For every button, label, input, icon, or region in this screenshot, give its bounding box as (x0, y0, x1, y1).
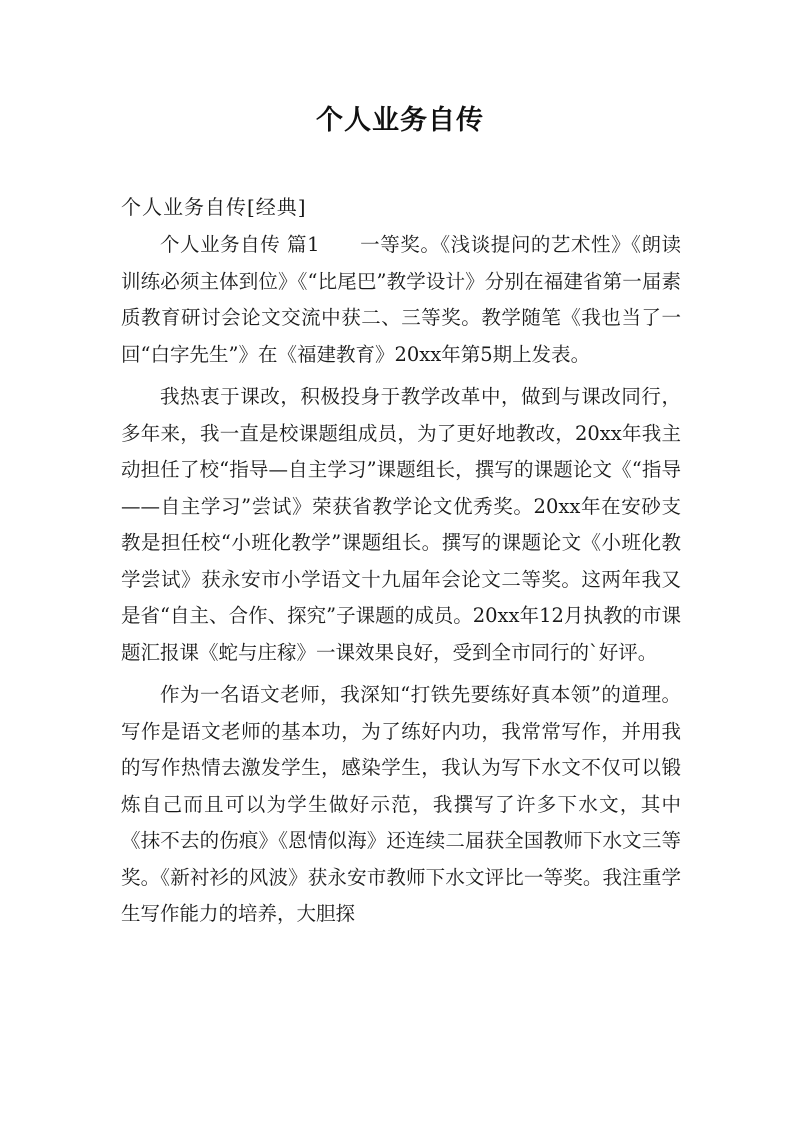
document-body (121, 227, 681, 939)
page-title: 个人业务自传 (316, 105, 484, 136)
paragraph-1: 个人业务自传 篇1 一等奖。《浅谈提问的艺术性》《朗读训练必须主体到位》《“比尾巴”教学设计》分别在福建省第一届素质教育研讨会论文交流中获二、三等奖。教学随笔《我也当了一回“白字先生”》在《福建教育》20xx年第5期上发表。 (121, 233, 681, 366)
document-subtitle: 个人业务自传[经典] (121, 195, 307, 219)
paragraph-2: 我热衷于课改，积极投身于教学改革中，做到与课改同行，多年来，我一直是校课题组成员，为了更好地教改，20xx年我主动担任了校“指导—自主学习”课题组长，撰写的课题论文《“指导——自主学习”尝试》荣获省教学论文优秀奖。20xx年在安砂支教是担任校“小班化教学”课题组长。撰写的课题论文《小班化教学尝试》获永安市小学语文十九届年会论文二等奖。这两年我又是省“自主、合作、探究”子课题的成员。20xx年12月执教的市课题汇报课《蛇与庄稼》一课效果良好，受到全市同行的`好评。 (121, 385, 681, 664)
paragraph-3: 作为一名语文老师，我深知“打铁先要练好真本领”的道理。写作是语文老师的基本功，为了练好内功，我常常写作，并用我的写作热情去激发学生，感染学生，我认为写下水文不仅可以锻炼自己而且可以为学生做好示范，我撰写了许多下水文，其中《抹不去的伤痕》《恩情似海》还连续二届获全国教师下水文三等奖。《新衬衫的风波》获永安市教师下水文评比一等奖。我注重学生写作能力的培养，大胆探 (121, 683, 681, 925)
